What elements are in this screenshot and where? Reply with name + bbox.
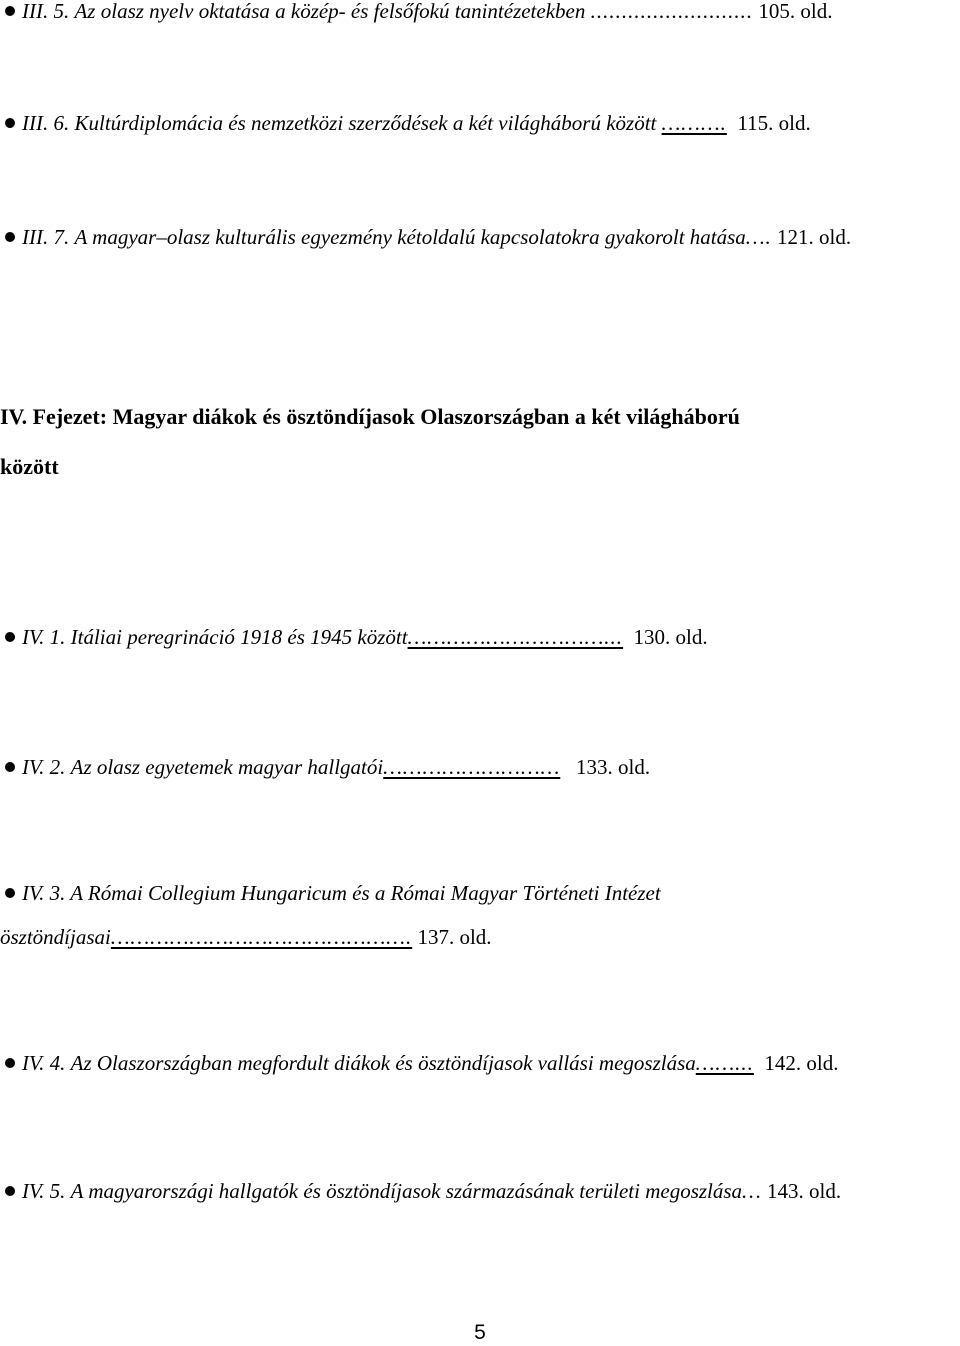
toc-entry-III-7 [0, 222, 851, 252]
toc-entry-title: Az Olaszországban megfordult diákok és ösztöndíjasok vallási megoszlása [70, 1051, 696, 1075]
toc-entry-number: IV. 4. [22, 1051, 66, 1075]
toc-entry-number: IV. 5. [22, 1179, 66, 1203]
toc-entry-number: IV. 1. [22, 625, 66, 649]
toc-entry-title: Az olasz egyetemek magyar hallgatói [70, 755, 384, 779]
page-number: 5 [474, 1321, 486, 1344]
toc-entry-page: 121. old. [777, 225, 852, 249]
toc-entry-dots: ………………………………………. [110, 925, 413, 949]
toc-entry-page: 143. old. [767, 1179, 842, 1203]
toc-entry-dots: .......................... [590, 0, 754, 23]
toc-entry-title: Az olasz nyelv oktatása a közép- és felsőfokú tanintézetekben [74, 0, 586, 23]
toc-entry-dots: …………………………... [407, 625, 624, 649]
toc-entry-number: III. 7. [22, 225, 70, 249]
toc-entry-title: A magyarországi hallgatók és ösztöndíjasok származásának területi megoszlása [70, 1179, 743, 1203]
toc-entry-page: 133. old. [576, 755, 651, 779]
toc-entry-IV-3 [0, 878, 661, 908]
toc-entry-first-line: IV. 3. A Római Collegium Hungaricum és a Római Magyar Történeti Intézet [22, 881, 661, 905]
toc-entry-title: ösztöndíjasai [0, 925, 111, 949]
toc-entry-page: 130. old. [633, 625, 708, 649]
bullet-icon [5, 1058, 15, 1068]
toc-entry-page: 142. old. [764, 1051, 839, 1075]
toc-entry-dots: ………. [661, 111, 727, 135]
toc-entry-title: Kultúrdiplomácia és nemzetközi szerződések a két világháború között [74, 111, 657, 135]
bullet-icon [5, 632, 15, 642]
toc-entry-IV-4 [0, 1048, 838, 1078]
toc-entry-IV-2 [0, 752, 650, 782]
toc-entry-dots: ……………………… [383, 755, 561, 779]
bullet-icon [5, 6, 15, 16]
bullet-icon [5, 1186, 15, 1196]
toc-entry-dots: …. [745, 225, 772, 249]
toc-entry-number: III. 5. [22, 0, 70, 23]
chapter-heading-line-1: IV. Fejezet: Magyar diákok és ösztöndíjasok Olaszországban a két világháború [0, 404, 740, 429]
toc-entry-III-6 [0, 108, 811, 138]
toc-entry-IV-5 [0, 1176, 841, 1206]
toc-entry-number: IV. 2. [22, 755, 66, 779]
bullet-icon [5, 888, 15, 898]
toc-entry-dots: … [742, 1179, 762, 1203]
toc-entry-page: 115. old. [737, 111, 811, 135]
toc-entry-title: A magyar–olasz kulturális egyezmény kétoldalú kapcsolatokra gyakorolt hatása [74, 225, 746, 249]
bullet-icon [5, 118, 15, 128]
bullet-icon [5, 762, 15, 772]
toc-entry-title: Itáliai peregrináció 1918 és 1945 között [70, 625, 408, 649]
toc-entry-IV-3-continuation [0, 922, 492, 952]
toc-entry-IV-1 [0, 622, 708, 652]
toc-entry-III-5 [0, 0, 832, 26]
chapter-heading-line-2: között [0, 454, 59, 479]
toc-entry-dots: ……... [695, 1051, 754, 1075]
bullet-icon [5, 232, 15, 242]
toc-entry-number: III. 6. [22, 111, 70, 135]
toc-entry-page: 137. old. [417, 925, 492, 949]
toc-entry-page: 105. old. [758, 0, 833, 23]
